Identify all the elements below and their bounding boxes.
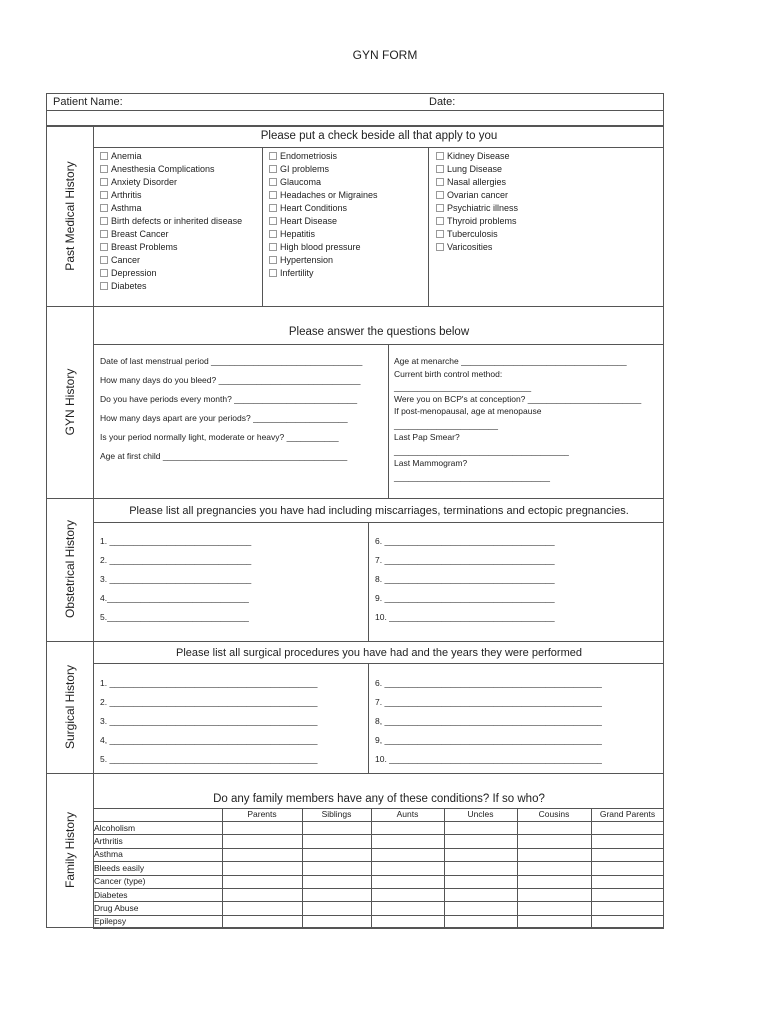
checklist-item-label: Arthritis xyxy=(111,190,142,200)
checklist-item-label: Anemia xyxy=(111,151,142,161)
checklist-item[interactable] xyxy=(269,163,378,176)
obs-line-5[interactable]: 5.______________________________ xyxy=(100,612,249,622)
divider xyxy=(368,663,369,773)
table-cell[interactable] xyxy=(372,835,443,846)
checkbox-icon[interactable] xyxy=(100,204,108,212)
surg-line-6[interactable]: 6. ______________________________________________ xyxy=(375,678,602,688)
checklist-item-label: Endometriosis xyxy=(280,151,338,161)
condition-label: Drug Abuse xyxy=(94,902,139,913)
divider xyxy=(388,344,389,498)
divider xyxy=(93,147,664,148)
checklist-item[interactable] xyxy=(100,163,242,176)
table-cell[interactable] xyxy=(303,902,370,913)
table-cell[interactable] xyxy=(592,876,663,887)
gyn-q-bcp-conception[interactable]: Were you on BCP's at conception? ________________________ xyxy=(394,394,642,404)
checklist-item-label: Lung Disease xyxy=(447,164,503,174)
checkbox-icon[interactable] xyxy=(269,256,277,264)
checklist-item-label: Hepatitis xyxy=(280,229,316,239)
column-header: Uncles xyxy=(467,809,494,819)
checklist-item[interactable] xyxy=(436,228,518,241)
checkbox-icon[interactable] xyxy=(269,243,277,251)
checklist-item[interactable] xyxy=(100,176,242,189)
table-cell[interactable] xyxy=(372,916,443,927)
obs-line-7[interactable]: 7. ____________________________________ xyxy=(375,555,555,565)
obs-line-1[interactable]: 1. ______________________________ xyxy=(100,536,252,546)
table-cell[interactable] xyxy=(592,916,663,927)
checkbox-icon[interactable] xyxy=(269,230,277,238)
checklist-item[interactable] xyxy=(100,254,242,267)
checklist-item[interactable] xyxy=(436,163,518,176)
table-cell[interactable] xyxy=(445,862,516,873)
checkbox-icon[interactable] xyxy=(100,269,108,277)
checklist-item-label: Headaches or Migraines xyxy=(280,190,378,200)
table-cell[interactable] xyxy=(223,876,301,887)
checkbox-icon[interactable] xyxy=(100,178,108,186)
column-header: Aunts xyxy=(396,809,419,819)
checklist-item-label: Anxiety Disorder xyxy=(111,177,178,187)
surg-line-4[interactable]: 4, ____________________________________________ xyxy=(100,735,318,745)
table-cell[interactable] xyxy=(303,849,370,860)
checklist-item-label: High blood pressure xyxy=(280,242,361,252)
checklist-item-label: Infertility xyxy=(280,268,314,278)
column-header: Siblings xyxy=(321,809,352,819)
condition-label: Alcoholism xyxy=(94,822,136,833)
gyn-q-last-mammogram: Last Mammogram? xyxy=(394,458,468,468)
surg-line-8[interactable]: 8, ______________________________________________ xyxy=(375,716,602,726)
condition-label: Epilepsy xyxy=(94,916,127,927)
gyn-q-periods-monthly[interactable]: Do you have periods every month? __________________________ xyxy=(100,394,358,404)
checklist-item[interactable] xyxy=(100,267,242,280)
checklist-item-label: Psychiatric illness xyxy=(447,203,519,213)
gyn-menopause-line[interactable]: ______________________ xyxy=(394,420,499,430)
table-cell[interactable] xyxy=(303,822,370,833)
surg-heading: Please list all surgical procedures you have had and the years they were performed xyxy=(175,647,582,659)
table-cell[interactable] xyxy=(223,822,301,833)
column-header: Grand Parents xyxy=(599,809,656,819)
checklist-item[interactable] xyxy=(100,241,242,254)
checklist-item-label: Hypertension xyxy=(280,255,334,265)
table-cell[interactable] xyxy=(518,876,590,887)
divider xyxy=(46,306,664,307)
checklist-item-label: Breast Problems xyxy=(111,242,178,252)
divider xyxy=(93,344,664,345)
page-title: GYN FORM xyxy=(352,48,418,62)
checklist-item[interactable] xyxy=(436,202,518,215)
surg-line-9[interactable]: 9, ______________________________________________ xyxy=(375,735,602,745)
table-cell[interactable] xyxy=(518,862,590,873)
table-cell[interactable] xyxy=(303,876,370,887)
table-cell[interactable] xyxy=(445,876,516,887)
checklist-item[interactable] xyxy=(269,150,378,163)
pmh-checklist-col3 xyxy=(436,150,518,254)
condition-label: Diabetes xyxy=(94,889,128,900)
checklist-item[interactable] xyxy=(269,215,378,228)
table-cell[interactable] xyxy=(592,849,663,860)
section-obstetrical-history: Obstetrical History xyxy=(63,519,77,619)
checkbox-icon[interactable] xyxy=(436,152,444,160)
checklist-item[interactable] xyxy=(100,202,242,215)
obs-heading: Please list all pregnancies you have had including miscarriages, terminations and ectopic pregnancies. xyxy=(129,505,629,517)
checklist-item[interactable] xyxy=(269,202,378,215)
table-cell[interactable] xyxy=(303,835,370,846)
checklist-item[interactable] xyxy=(269,241,378,254)
checklist-item[interactable] xyxy=(436,150,518,163)
divider xyxy=(428,147,429,306)
checklist-item[interactable] xyxy=(100,189,242,202)
table-cell[interactable] xyxy=(303,916,370,927)
checklist-item[interactable] xyxy=(269,176,378,189)
checkbox-icon[interactable] xyxy=(436,230,444,238)
gyn-birth-control-line[interactable]: _____________________________ xyxy=(394,382,532,392)
gyn-heading: Please answer the questions below xyxy=(288,326,470,338)
checklist-item[interactable] xyxy=(100,215,242,228)
gyn-q-birth-control: Current birth control method: xyxy=(394,369,503,379)
checklist-item-label: Nasal allergies xyxy=(447,177,507,187)
divider xyxy=(262,147,263,306)
checkbox-icon[interactable] xyxy=(100,165,108,173)
table-cell[interactable] xyxy=(223,835,301,846)
checklist-item-label: Heart Conditions xyxy=(280,203,348,213)
checkbox-icon[interactable] xyxy=(269,204,277,212)
checkbox-icon[interactable] xyxy=(269,191,277,199)
table-cell[interactable] xyxy=(592,835,663,846)
table-cell[interactable] xyxy=(372,902,443,913)
divider xyxy=(368,522,369,641)
checklist-item-label: Asthma xyxy=(111,203,142,213)
checklist-item[interactable] xyxy=(269,228,378,241)
checklist-item-label: Depression xyxy=(111,268,157,278)
condition-label: Arthritis xyxy=(94,835,123,846)
surg-line-5[interactable]: 5. ____________________________________________ xyxy=(100,754,318,764)
checklist-item-label: Breast Cancer xyxy=(111,229,169,239)
surg-line-10[interactable]: 10. _____________________________________________ xyxy=(375,754,602,764)
section-surgical-history: Surgical History xyxy=(63,664,77,750)
checkbox-icon[interactable] xyxy=(269,165,277,173)
obs-line-10[interactable]: 10. ___________________________________ xyxy=(375,612,555,622)
table-cell[interactable] xyxy=(445,889,516,900)
checklist-item[interactable] xyxy=(269,254,378,267)
table-cell[interactable] xyxy=(372,822,443,833)
gyn-q-period-flow[interactable]: Is your period normally light, moderate or heavy? ___________ xyxy=(100,432,339,442)
checklist-item[interactable] xyxy=(436,215,518,228)
table-cell[interactable] xyxy=(303,862,370,873)
gyn-q-menopause: If post-menopausal, age at menopause xyxy=(394,406,542,416)
surg-line-7[interactable]: 7. ______________________________________________ xyxy=(375,697,602,707)
surg-line-1[interactable]: 1. ____________________________________________ xyxy=(100,678,318,688)
table-cell[interactable] xyxy=(518,822,590,833)
divider xyxy=(46,641,664,642)
table-cell[interactable] xyxy=(223,902,301,913)
patient-name-label: Patient Name: xyxy=(53,96,123,108)
checklist-item[interactable] xyxy=(436,241,518,254)
gyn-q-days-apart[interactable]: How many days apart are your periods? ____________________ xyxy=(100,413,348,423)
checklist-item-label: Anesthesia Complications xyxy=(111,164,215,174)
gyn-q-days-bleed[interactable]: How many days do you bleed? ______________________________ xyxy=(100,375,361,385)
table-cell[interactable] xyxy=(303,889,370,900)
surg-line-3[interactable]: 3. ____________________________________________ xyxy=(100,716,318,726)
checklist-item-label: Varicosities xyxy=(447,242,493,252)
checklist-item-label: Glaucoma xyxy=(280,177,322,187)
checklist-item[interactable] xyxy=(269,189,378,202)
divider xyxy=(93,663,664,664)
checkbox-icon[interactable] xyxy=(269,217,277,225)
checklist-item-label: Diabetes xyxy=(111,281,147,291)
checklist-item[interactable] xyxy=(100,228,242,241)
pmh-heading: Please put a check beside all that apply to you xyxy=(260,130,498,142)
condition-label: Asthma xyxy=(94,849,123,860)
checkbox-icon[interactable] xyxy=(100,256,108,264)
table-cell[interactable] xyxy=(223,862,301,873)
checklist-item-label: Heart Disease xyxy=(280,216,338,226)
table-cell[interactable] xyxy=(592,822,663,833)
section-family-history: Family History xyxy=(63,811,77,889)
checkbox-icon[interactable] xyxy=(100,243,108,251)
checklist-item[interactable] xyxy=(436,176,518,189)
checkbox-icon[interactable] xyxy=(100,217,108,225)
gyn-q-last-period[interactable]: Date of last menstrual period ________________________________ xyxy=(100,356,363,366)
condition-label: Bleeds easily xyxy=(94,862,145,873)
table-cell[interactable] xyxy=(372,889,443,900)
pmh-checklist-col1 xyxy=(100,150,242,293)
section-gyn-history: GYN History xyxy=(63,368,77,436)
pmh-checklist-col2 xyxy=(269,150,378,280)
condition-label: Cancer (type) xyxy=(94,876,146,887)
checkbox-icon[interactable] xyxy=(100,282,108,290)
checkbox-icon[interactable] xyxy=(436,243,444,251)
table-cell[interactable] xyxy=(372,862,443,873)
gyn-last-mammogram-line[interactable]: _________________________________ xyxy=(394,472,551,482)
table-cell[interactable] xyxy=(592,889,663,900)
gyn-last-pap-line[interactable]: _____________________________________ xyxy=(394,446,569,456)
obs-line-4[interactable]: 4.______________________________ xyxy=(100,593,249,603)
checkbox-icon[interactable] xyxy=(436,217,444,225)
gyn-q-age-menarche[interactable]: Age at menarche ___________________________________ xyxy=(394,356,627,366)
obs-line-9[interactable]: 9. ____________________________________ xyxy=(375,593,555,603)
table-cell[interactable] xyxy=(518,835,590,846)
table-cell[interactable] xyxy=(445,916,516,927)
table-cell[interactable] xyxy=(372,876,443,887)
checkbox-icon[interactable] xyxy=(436,165,444,173)
table-cell[interactable] xyxy=(445,822,516,833)
fam-heading: Do any family members have any of these conditions? If so who? xyxy=(213,793,545,805)
obs-line-2[interactable]: 2. ______________________________ xyxy=(100,555,252,565)
checklist-item-label: Kidney Disease xyxy=(447,151,510,161)
checkbox-icon[interactable] xyxy=(100,152,108,160)
table-cell[interactable] xyxy=(518,849,590,860)
divider xyxy=(93,928,664,929)
checkbox-icon[interactable] xyxy=(100,230,108,238)
checkbox-icon[interactable] xyxy=(436,191,444,199)
checklist-item-label: Ovarian cancer xyxy=(447,190,509,200)
divider xyxy=(46,110,664,111)
table-cell[interactable] xyxy=(445,835,516,846)
gyn-q-age-first-child[interactable]: Age at first child _______________________________________ xyxy=(100,451,348,461)
table-cell[interactable] xyxy=(223,916,301,927)
checklist-item-label: Cancer xyxy=(111,255,141,265)
date-label: Date: xyxy=(429,96,456,108)
divider xyxy=(93,522,664,523)
checklist-item[interactable] xyxy=(269,267,378,280)
checkbox-icon[interactable] xyxy=(269,178,277,186)
table-cell[interactable] xyxy=(518,889,590,900)
table-cell[interactable] xyxy=(223,849,301,860)
checklist-item-label: GI problems xyxy=(280,164,330,174)
table-cell[interactable] xyxy=(372,849,443,860)
checkbox-icon[interactable] xyxy=(436,178,444,186)
table-cell[interactable] xyxy=(445,849,516,860)
divider xyxy=(46,498,664,499)
checklist-item[interactable] xyxy=(100,150,242,163)
column-header: Parents xyxy=(247,809,277,819)
table-cell[interactable] xyxy=(445,902,516,913)
table-cell[interactable] xyxy=(223,889,301,900)
checkbox-icon[interactable] xyxy=(269,152,277,160)
table-cell[interactable] xyxy=(518,902,590,913)
column-header: Cousins xyxy=(538,809,570,819)
section-past-medical-history: Past Medical History xyxy=(63,161,77,271)
table-cell[interactable] xyxy=(592,902,663,913)
checkbox-icon[interactable] xyxy=(436,204,444,212)
checklist-item-label: Birth defects or inherited disease xyxy=(111,216,243,226)
checkbox-icon[interactable] xyxy=(269,269,277,277)
checklist-item[interactable] xyxy=(436,189,518,202)
checklist-item[interactable] xyxy=(100,280,242,293)
checkbox-icon[interactable] xyxy=(100,191,108,199)
gyn-q-last-pap: Last Pap Smear? xyxy=(394,432,460,442)
checklist-item-label: Tuberculosis xyxy=(447,229,498,239)
checklist-item-label: Thyroid problems xyxy=(447,216,517,226)
surg-line-2[interactable]: 2. ____________________________________________ xyxy=(100,697,318,707)
table-cell[interactable] xyxy=(592,862,663,873)
obs-line-3[interactable]: 3. ______________________________ xyxy=(100,574,252,584)
obs-line-6[interactable]: 6. ____________________________________ xyxy=(375,536,555,546)
table-cell[interactable] xyxy=(518,916,590,927)
divider xyxy=(46,773,664,774)
obs-line-8[interactable]: 8. ____________________________________ xyxy=(375,574,555,584)
